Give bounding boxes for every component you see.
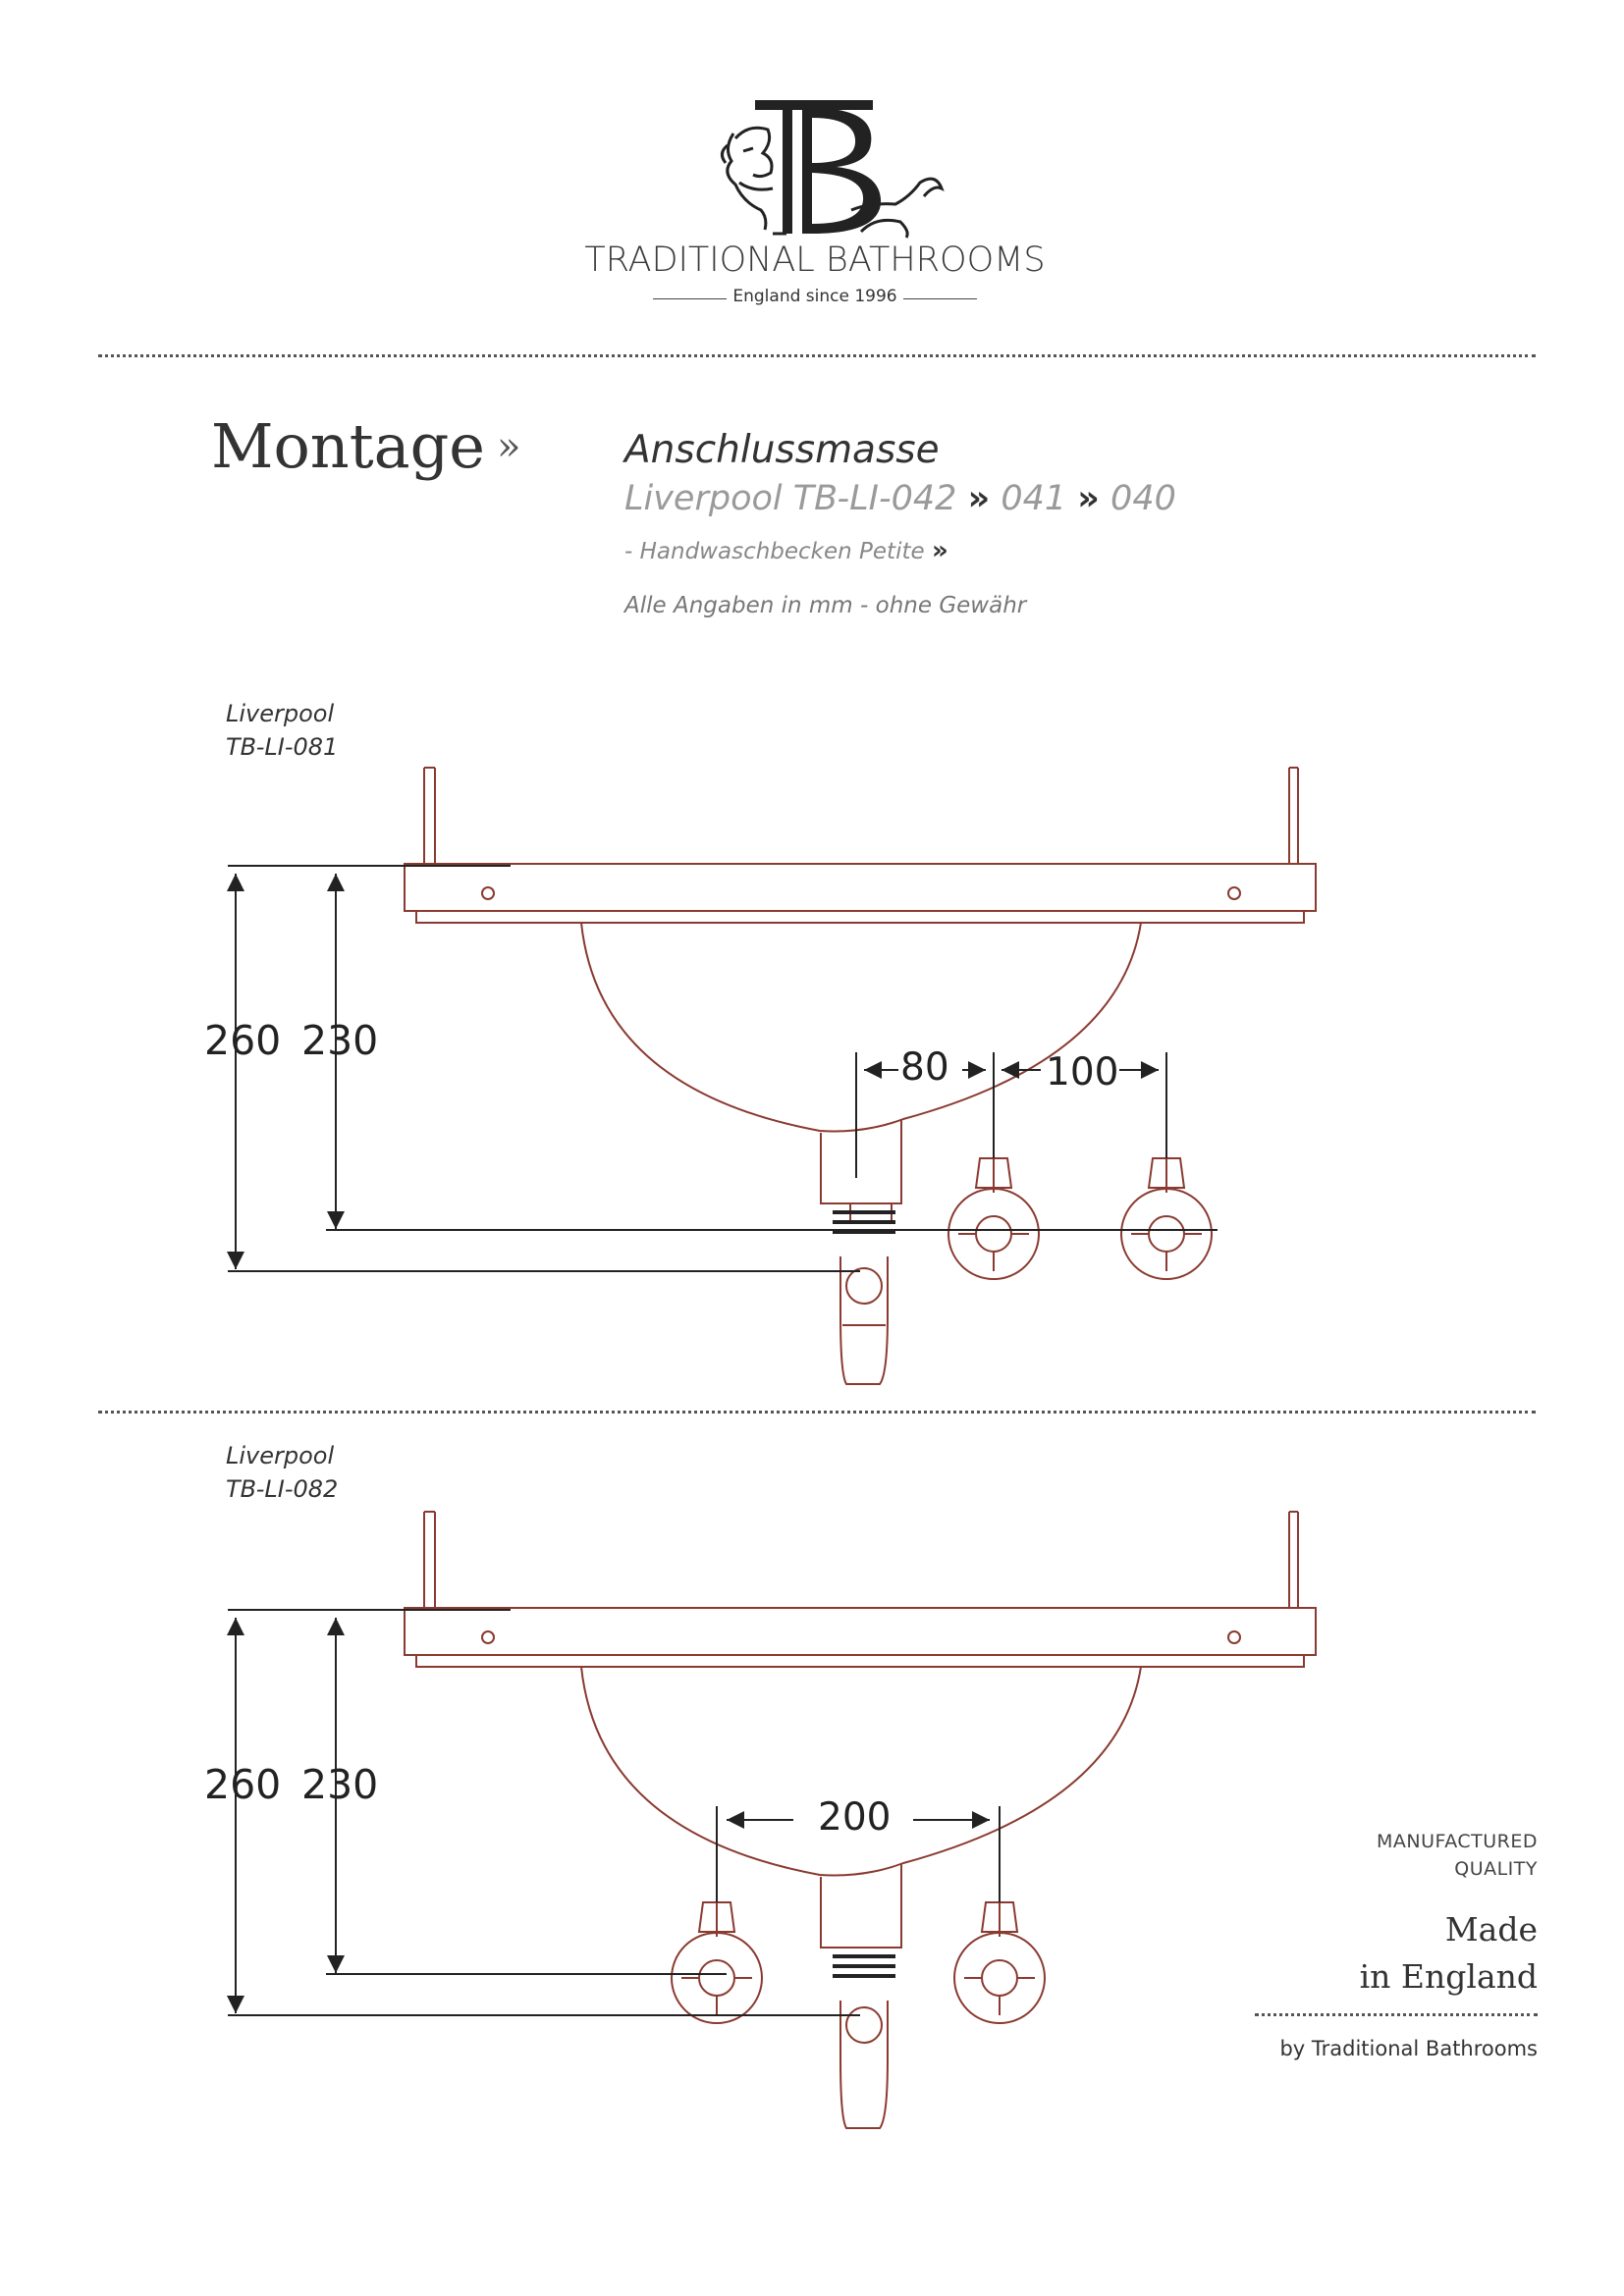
header-divider [98, 354, 1536, 357]
page-title [211, 410, 520, 482]
product-text: - Handwaschbecken Petite [624, 539, 925, 564]
model-primary: Liverpool TB-LI-042 [624, 479, 957, 518]
drawing-2-dim-200: 200 [818, 1795, 892, 1840]
basin-outline [405, 768, 1316, 1384]
valve-hot-icon [672, 1888, 762, 2023]
drawing-1-dim-230: 230 [301, 1017, 379, 1064]
model-list [624, 479, 1176, 518]
title-chevron: » [497, 424, 521, 469]
quality-badge [1286, 1828, 1538, 1883]
drawing-1 [0, 746, 1624, 1453]
drain-rings [833, 1956, 895, 1976]
drawing-1-dim-260: 260 [204, 1017, 282, 1064]
lion-emblem-icon [722, 128, 773, 230]
brand-logo [714, 94, 949, 241]
model-separator: » [967, 479, 991, 518]
by-credit: by Traditional Bathrooms [1279, 2037, 1538, 2060]
footer-divider [1255, 2013, 1538, 2016]
product-name [624, 536, 948, 565]
model-separator: » [1077, 479, 1100, 518]
quality-badge-line-1: MANUFACTURED [1377, 1831, 1538, 1852]
valve-cold-icon [954, 1888, 1045, 2023]
drawing-1-dim-80: 80 [900, 1045, 949, 1090]
drawing-2-model-code: TB-LI-082 [226, 1475, 339, 1503]
drawing-2-model-name: Liverpool [226, 1442, 335, 1469]
valve-cold-icon [1121, 1144, 1212, 1279]
drawing-1-dim-100: 100 [1046, 1050, 1119, 1095]
tagline-rule-right [903, 298, 977, 299]
brand-tagline [648, 287, 982, 310]
disclaimer-note: Alle Angaben in mm - ohne Gewähr [624, 593, 1027, 618]
model-tertiary: 040 [1110, 479, 1176, 518]
valve-hot-icon [948, 1144, 1039, 1279]
section-divider [98, 1411, 1536, 1414]
quality-badge-line-2: QUALITY [1454, 1858, 1538, 1880]
drawing-1-model-name: Liverpool [226, 700, 335, 727]
brand-name: TRADITIONAL BATHROOMS [584, 240, 1046, 280]
subtitle: Anschlussmasse [624, 428, 940, 472]
drawing-2-dim-230: 230 [301, 1761, 379, 1808]
tagline-text: England since 1996 [732, 287, 897, 306]
made-line-1: Made [1444, 1910, 1538, 1949]
drawing-1-model-code: TB-LI-081 [226, 733, 339, 761]
made-line-2: in England [1359, 1957, 1538, 1996]
made-in-england [1227, 1906, 1538, 2001]
product-chevron: » [931, 536, 948, 565]
model-secondary: 041 [1001, 479, 1067, 518]
page-title-text: Montage [211, 410, 485, 482]
drawing-2-dim-260: 260 [204, 1761, 282, 1808]
